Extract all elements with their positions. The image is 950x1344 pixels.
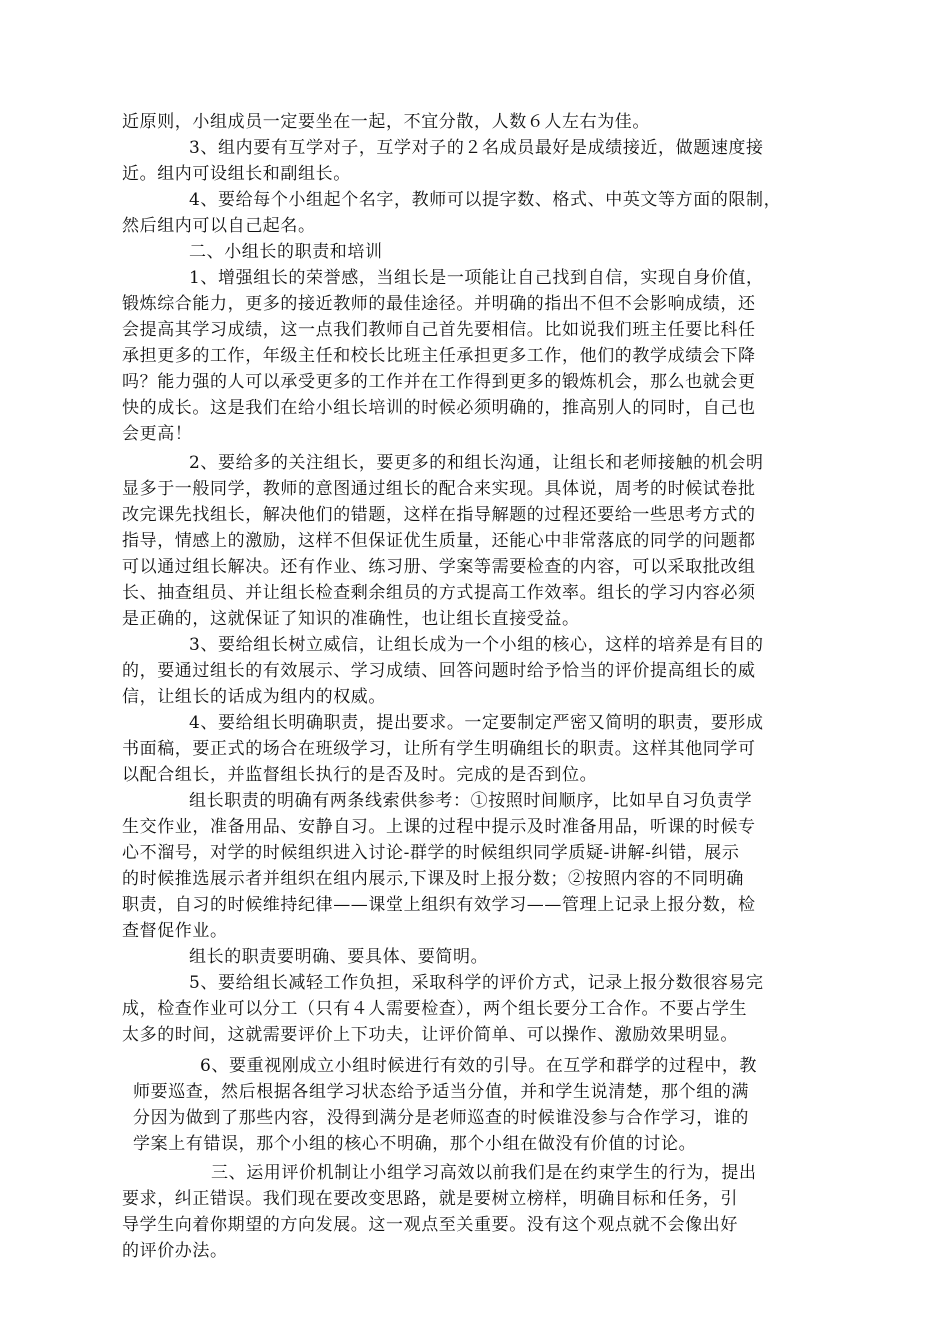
- text-line: 6、要重视刚成立小组时候进行有效的引导。在互学和群学的过程中，教: [200, 1056, 758, 1076]
- text-line: 近。组内可设组长和副组长。: [122, 164, 351, 184]
- text-line: 师要巡查，然后根据各组学习状态给予适当分值，并和学生说清楚，那个组的满: [133, 1082, 749, 1102]
- text-line: 1、增强组长的荣誉感，当组长是一项能让自己找到自信，实现自身价值，: [189, 268, 764, 288]
- text-line: 3、组内要有互学对子，互学对子的２名成员最好是成绩接近，做题速度接: [189, 138, 764, 158]
- text-line: 长、抽查组员、并让组长检查剩余组员的方式提高工作效率。组长的学习内容必须: [122, 583, 756, 603]
- text-line: 会更高！: [122, 424, 193, 444]
- text-line: 心不溜号，对学的时候组织进入讨论-群学的时候组织同学质疑-讲解-纠错，展示: [122, 843, 740, 863]
- text-line: 快的成长。这是我们在给小组长培训的时候必须明确的，推高别人的同时，自己也: [122, 398, 756, 418]
- text-line: 会提高其学习成绩，这一点我们教师自己首先要相信。比如说我们班主任要比科任: [122, 320, 756, 340]
- text-line: 查督促作业。: [122, 921, 228, 941]
- text-line: 吗？能力强的人可以承受更多的工作并在工作得到更多的锻炼机会，那么也就会更: [122, 372, 756, 392]
- text-line: 书面稿，要正式的场合在班级学习，让所有学生明确组长的职责。这样其他同学可: [122, 739, 756, 759]
- text-line: 太多的时间，这就需要评价上下功夫，让评价简单、可以操作、激励效果明显。: [122, 1025, 738, 1045]
- text-line: 学案上有错误，那个小组的核心不明确，那个小组在做没有价值的讨论。: [133, 1134, 697, 1154]
- text-line: 然后组内可以自己起名。: [122, 216, 316, 236]
- text-line: 生交作业，准备用品、安静自习。上课的过程中提示及时准备用品，听课的时候专: [122, 817, 756, 837]
- text-line: 可以通过组长解决。还有作业、练习册、学案等需要检查的内容，可以采取批改组: [122, 557, 756, 577]
- text-line: 导学生向着你期望的方向发展。这一观点至关重要。没有这个观点就不会像出好: [122, 1215, 738, 1235]
- text-line: 要求，纠正错误。我们现在要改变思路，就是要树立榜样，明确目标和任务，引: [122, 1189, 738, 1209]
- text-line: 近原则，小组成员一定要坐在一起，不宜分散，人数６人左右为佳。: [122, 112, 650, 132]
- section-heading: 二、小组长的职责和培训: [189, 242, 383, 262]
- text-line: 的时候推选展示者并组织在组内展示,下课及时上报分数；②按照内容的不同明确: [122, 869, 745, 889]
- text-line: 5、要给组长减轻工作负担，采取科学的评价方式，记录上报分数很容易完: [189, 973, 764, 993]
- text-line: 组长职责的明确有两条线索供参考：①按照时间顺序，比如早自习负责学: [189, 791, 753, 811]
- text-line: 的评价办法。: [122, 1241, 228, 1261]
- text-line: 分因为做到了那些内容，没得到满分是老师巡查的时候谁没参与合作学习，谁的: [133, 1108, 749, 1128]
- text-line: 职责，自习的时候维持纪律——课堂上组织有效学习——管理上记录上报分数，检: [122, 895, 756, 915]
- text-line: 4、要给组长明确职责，提出要求。一定要制定严密又简明的职责，要形成: [189, 713, 764, 733]
- text-line: 的，要通过组长的有效展示、学习成绩、回答问题时给予恰当的评价提高组长的威: [122, 661, 756, 681]
- text-line: 成，检查作业可以分工（只有４人需要检查），两个组长要分工合作。不要占学生: [122, 999, 748, 1019]
- text-line: 3、要给组长树立威信，让组长成为一个小组的核心，这样的培养是有目的: [189, 635, 764, 655]
- text-line: 指导，情感上的激励，这样不但保证优生质量，还能心中非常落底的同学的问题都: [122, 531, 756, 551]
- text-line: 2、要给多的关注组长，要更多的和组长沟通，让组长和老师接触的机会明: [189, 453, 764, 473]
- section-heading: 三、运用评价机制让小组学习高效以前我们是在约束学生的行为，提出: [211, 1163, 757, 1183]
- text-line: 4、要给每个小组起个名字，教师可以提字数、格式、中英文等方面的限制，: [189, 190, 782, 210]
- text-line: 改完课先找组长，解决他们的错题，这样在指导解题的过程还要给一些思考方式的: [122, 505, 756, 525]
- text-line: 组长的职责要明确、要具体、要简明。: [189, 947, 489, 967]
- text-line: 是正确的，这就保证了知识的准确性，也让组长直接受益。: [122, 609, 580, 629]
- text-line: 显多于一般同学，教师的意图通过组长的配合来实现。具体说，周考的时候试卷批: [122, 479, 756, 499]
- text-line: 信，让组长的话成为组内的权威。: [122, 687, 386, 707]
- text-line: 承担更多的工作，年级主任和校长比班主任承担更多工作，他们的教学成绩会下降: [122, 346, 756, 366]
- text-line: 以配合组长，并监督组长执行的是否及时。完成的是否到位。: [122, 765, 598, 785]
- text-line: 锻炼综合能力，更多的接近教师的最佳途径。并明确的指出不但不会影响成绩，还: [122, 294, 756, 314]
